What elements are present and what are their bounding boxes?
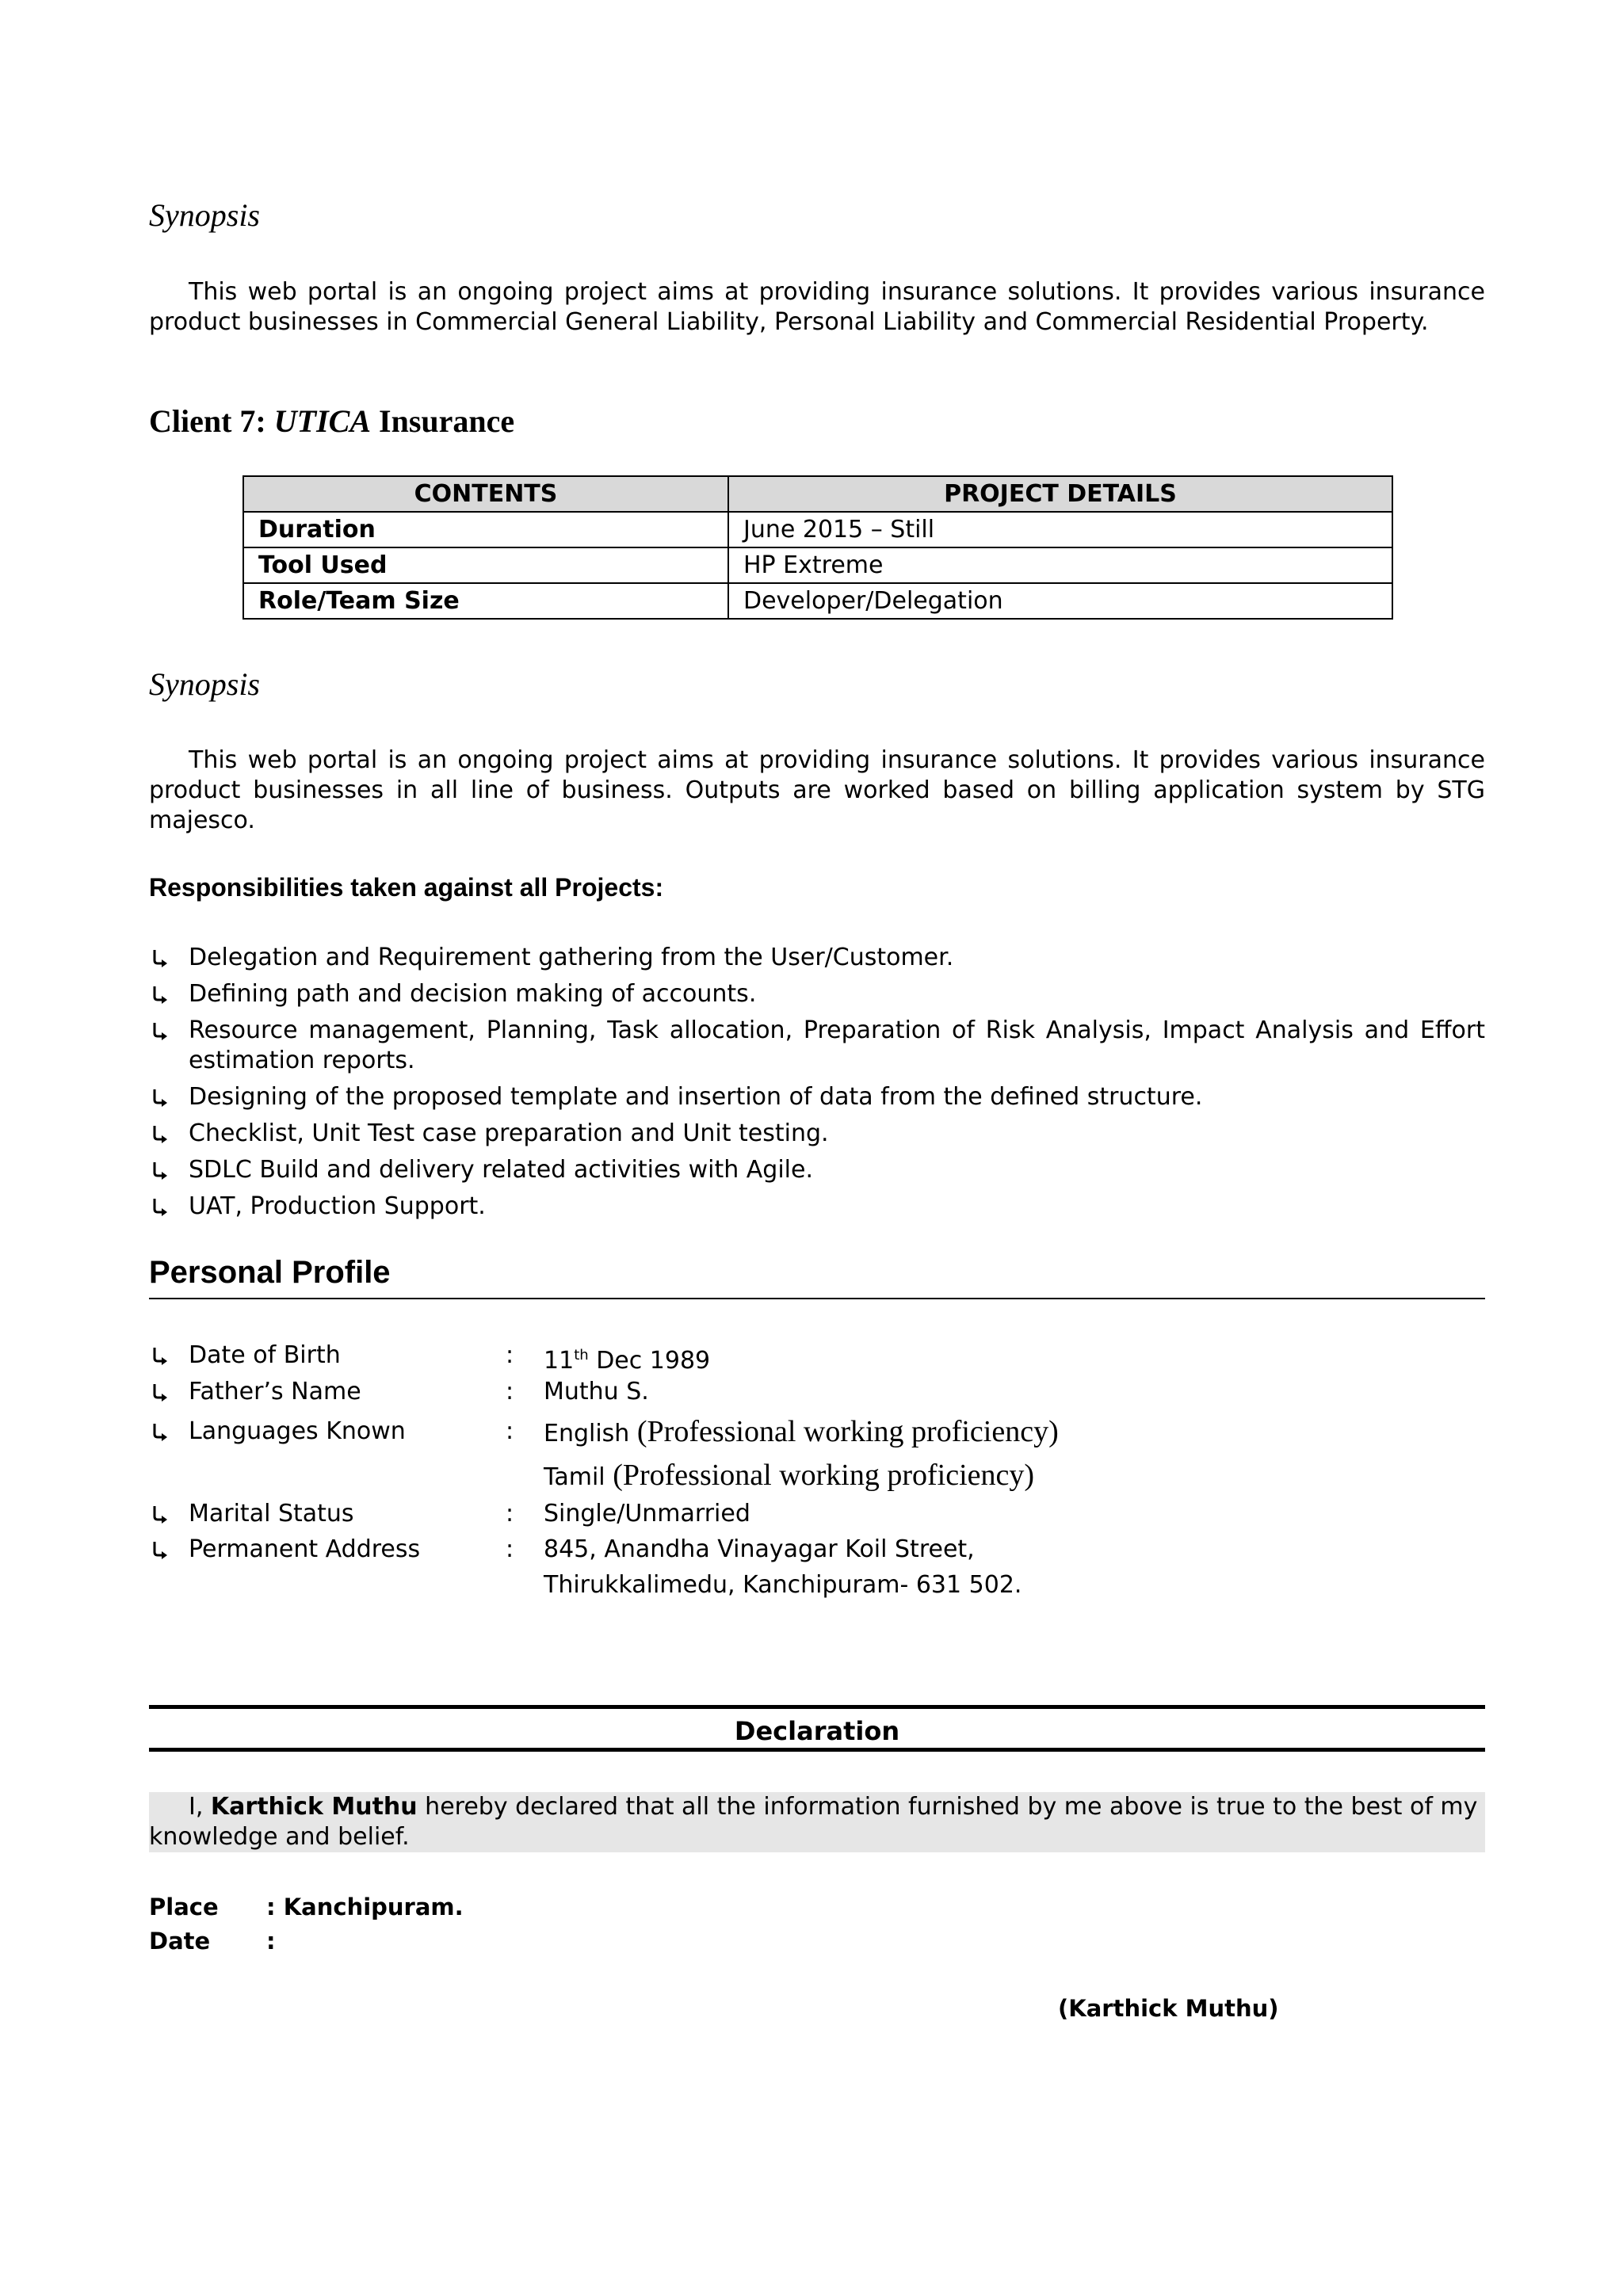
list-item: SDLC Build and delivery related activities with Agile. — [149, 1155, 1485, 1185]
table-header: CONTENTS — [243, 476, 728, 512]
declaration-rule-bottom — [149, 1748, 1485, 1752]
table-cell-value: HP Extreme — [728, 547, 1392, 583]
synopsis-heading: Synopsis — [149, 197, 260, 233]
responsibilities-list — [149, 943, 1485, 1228]
client-name: UTICA — [273, 403, 372, 439]
profile-label: Languages Known — [189, 1417, 406, 1445]
arrow-bullet-icon — [149, 1417, 173, 1447]
profile-value: 845, Anandha Vinayagar Koil Street, — [544, 1535, 975, 1563]
arrow-bullet-icon — [149, 979, 173, 1009]
table-header: PROJECT DETAILS — [728, 476, 1392, 512]
arrow-bullet-icon — [149, 1155, 173, 1185]
list-item: Checklist, Unit Test case preparation and Unit testing. — [149, 1119, 1485, 1149]
section-divider — [149, 1298, 1485, 1299]
profile-label: Date of Birth — [189, 1341, 341, 1369]
date-value: : — [266, 1928, 276, 1955]
table-row — [243, 583, 1392, 619]
colon: : — [506, 1417, 514, 1445]
signature-name: (Karthick Muthu) — [1058, 1995, 1279, 2022]
list-item: Delegation and Requirement gathering from the User/Customer. — [149, 943, 1485, 973]
date-label: Date — [149, 1928, 211, 1955]
colon: : — [506, 1378, 514, 1405]
table-row — [243, 547, 1392, 583]
declarant-name: Karthick Muthu — [210, 1793, 418, 1821]
table-cell-label: Role/Team Size — [243, 583, 728, 619]
arrow-bullet-icon — [149, 1016, 173, 1046]
arrow-bullet-icon — [149, 1341, 173, 1371]
list-item: Defining path and decision making of accounts. — [149, 979, 1485, 1009]
arrow-bullet-icon — [149, 943, 173, 973]
profile-value: Muthu S. — [544, 1378, 649, 1405]
profile-value: Thirukkalimedu, Kanchipuram- 631 502. — [544, 1571, 1022, 1599]
arrow-bullet-icon — [149, 1377, 173, 1407]
profile-value: 11th Dec 1989 — [544, 1347, 711, 1375]
arrow-bullet-icon — [149, 1119, 173, 1149]
profile-label: Marital Status — [189, 1500, 354, 1527]
profile-value: Tamil (Professional working proficiency) — [544, 1459, 1035, 1492]
place-label: Place — [149, 1894, 219, 1920]
synopsis-text: This web portal is an ongoing project aims at providing insurance solutions. It provides various insurance product businesses in Commercial General Liability, Personal Liability and Commercial Residential Property. — [149, 278, 1485, 336]
arrow-bullet-icon — [149, 1499, 173, 1529]
profile-value: English (Professional working proficiency) — [544, 1415, 1059, 1448]
table-cell-label: Duration — [243, 512, 728, 547]
place-value: : Kanchipuram. — [266, 1894, 464, 1920]
profile-label: Father’s Name — [189, 1378, 361, 1405]
list-item: UAT, Production Support. — [149, 1192, 1485, 1222]
arrow-bullet-icon — [149, 1082, 173, 1112]
profile-label: Permanent Address — [189, 1535, 421, 1563]
declaration-rule-top — [149, 1705, 1485, 1709]
arrow-bullet-icon — [149, 1535, 173, 1565]
table-cell-label: Tool Used — [243, 547, 728, 583]
personal-profile-heading: Personal Profile — [149, 1255, 391, 1290]
table-row — [243, 512, 1392, 547]
table-cell-value: June 2015 – Still — [728, 512, 1392, 547]
client-heading: Client 7: UTICA Insurance — [149, 403, 515, 439]
table-header-row — [243, 476, 1392, 512]
synopsis-text: This web portal is an ongoing project aims at providing insurance solutions. It provides various insurance product businesses in all line of business. Outputs are worked based on billing application system by STG majesco. — [149, 746, 1485, 834]
declaration-text: I, Karthick Muthu hereby declared that all the information furnished by me above is true to the best of my knowledge and belief. — [149, 1792, 1485, 1852]
list-item: Designing of the proposed template and insertion of data from the defined structure. — [149, 1082, 1485, 1112]
arrow-bullet-icon — [149, 1192, 173, 1222]
table-cell-value: Developer/Delegation — [728, 583, 1392, 619]
colon: : — [506, 1500, 514, 1527]
declaration-heading: Declaration — [734, 1716, 900, 1746]
project-details-table — [242, 475, 1393, 620]
colon: : — [506, 1341, 514, 1369]
list-item: Resource management, Planning, Task allocation, Preparation of Risk Analysis, Impact Analysis and Effort estimation reports. — [149, 1016, 1485, 1076]
colon: : — [506, 1535, 514, 1563]
profile-value: Single/Unmarried — [544, 1500, 750, 1527]
synopsis-heading: Synopsis — [149, 666, 260, 702]
responsibilities-heading: Responsibilities taken against all Projects: — [149, 873, 664, 902]
